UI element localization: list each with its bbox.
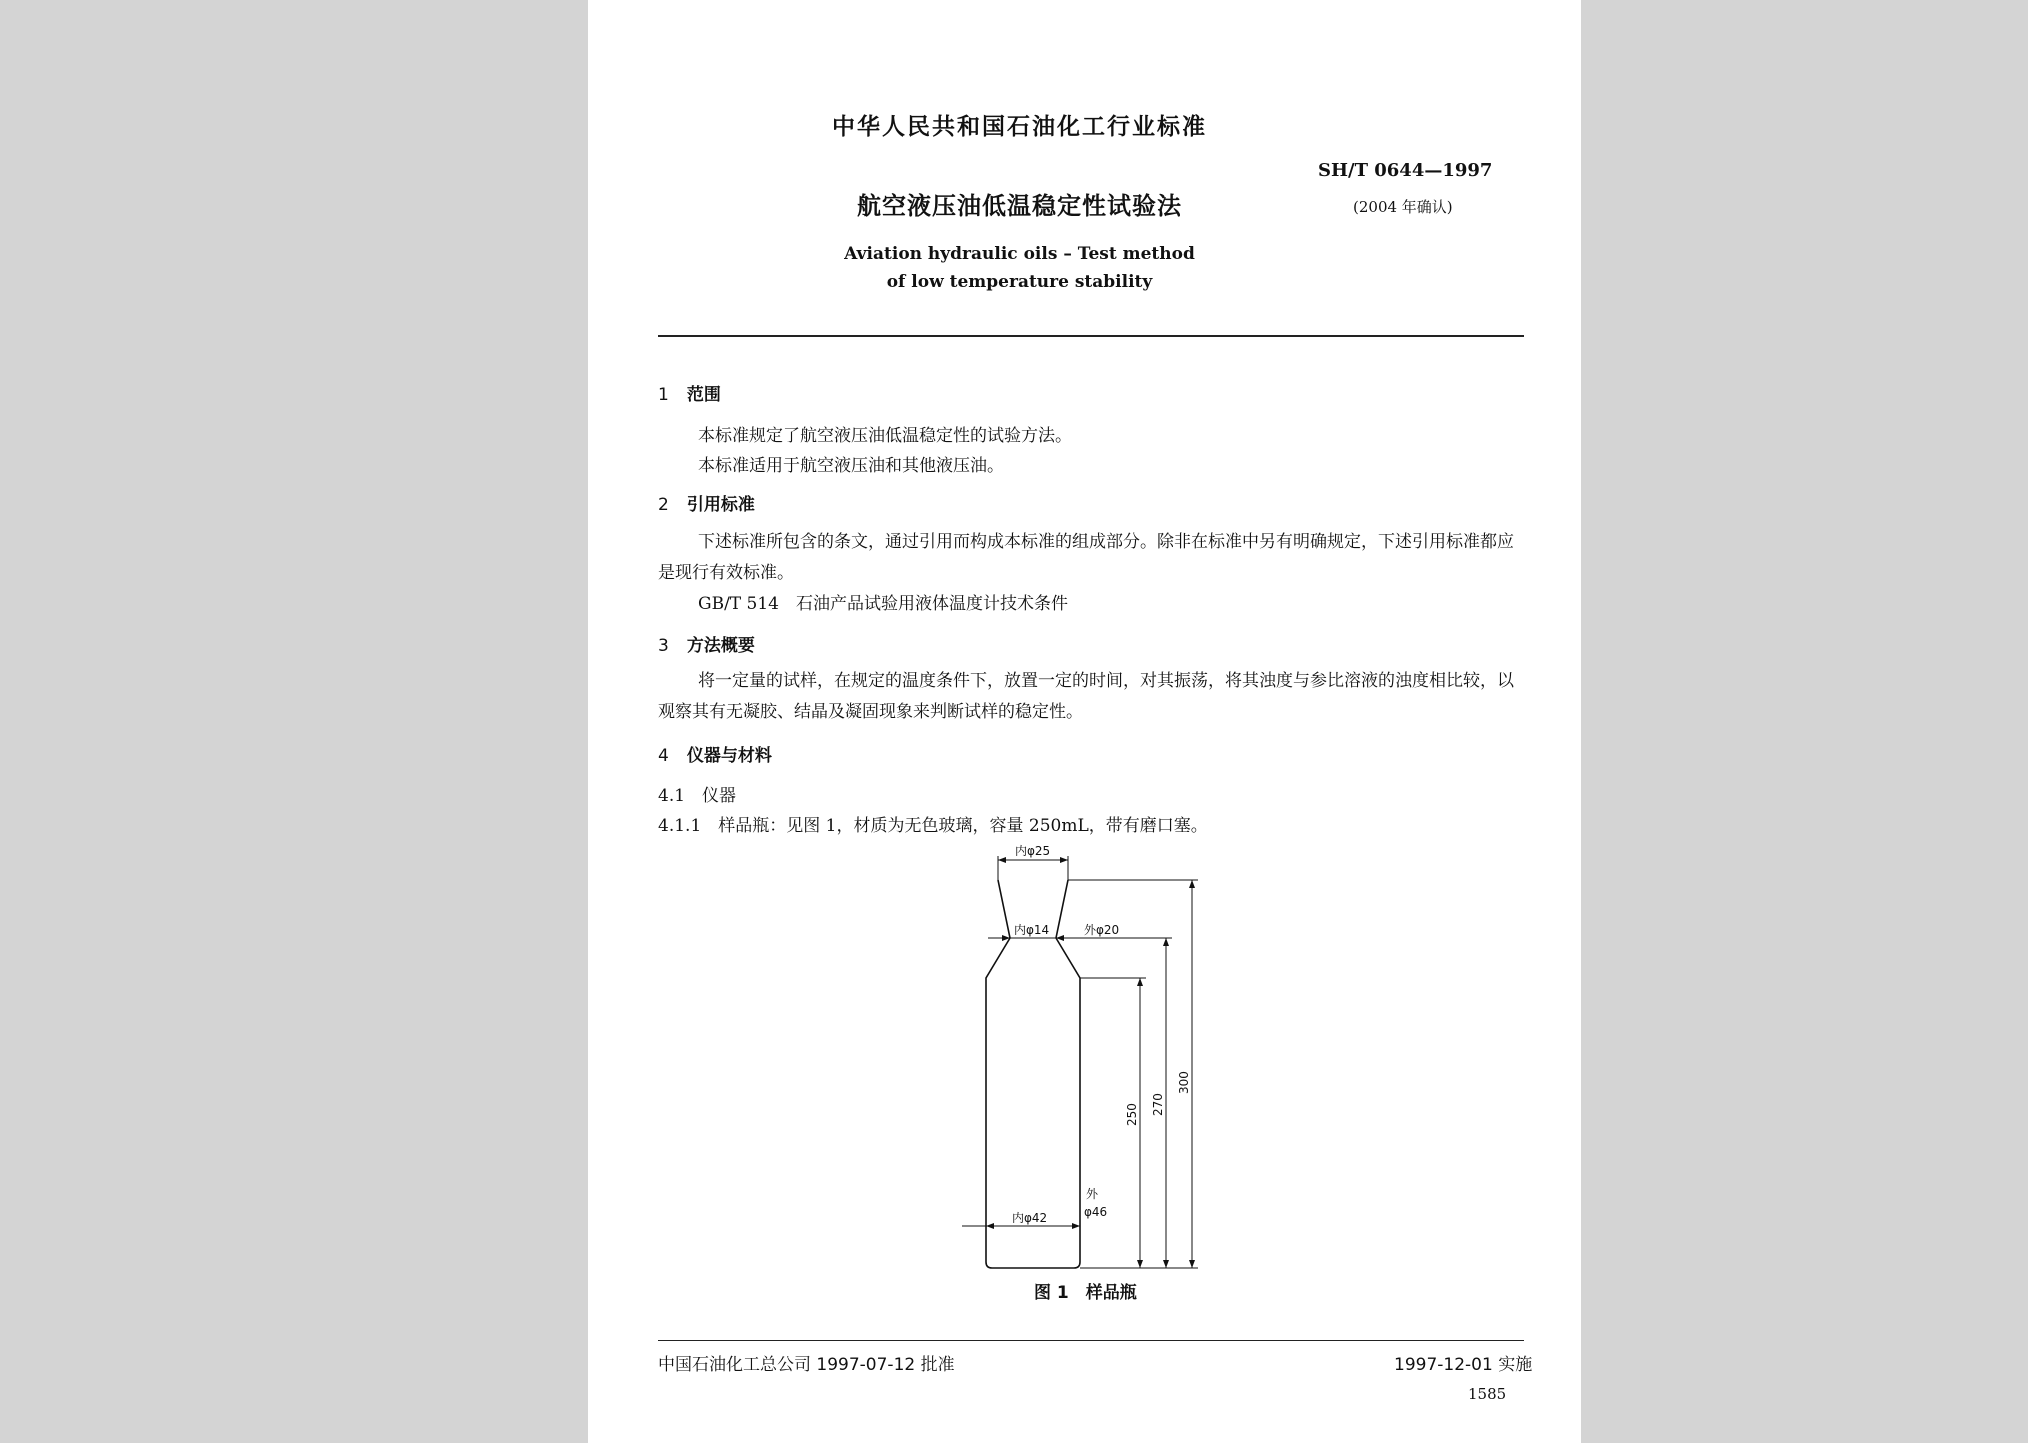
subsection-4-1-1: 4.1.1 样品瓶：见图 1，材质为无色玻璃，容量 250mL，带有磨口塞。 xyxy=(658,816,1208,836)
section-3-title: 方法概要 xyxy=(686,636,755,656)
section-3-heading xyxy=(658,631,755,656)
implementation-date: 1997-12-01 实施 xyxy=(1394,1355,1533,1375)
label-body-outer-1: 外 xyxy=(1086,1187,1099,1201)
label-body-inner: 内φ42 xyxy=(1012,1211,1048,1225)
arrow-h300-bottom xyxy=(1189,1260,1195,1268)
section-1-line-1: 本标准规定了航空液压油低温稳定性的试验方法。 xyxy=(698,426,1072,446)
section-1-title: 范围 xyxy=(686,385,721,405)
subsection-4-1: 4.1 仪器 xyxy=(658,786,737,806)
section-3-paragraph: 将一定量的试样，在规定的温度条件下，放置一定的时间，对其振荡，将其浊度与参比溶液的浊度相比较，以观察其有无凝胶、结晶及凝固现象来判断试样的稳定性。 xyxy=(658,671,1514,722)
section-2-paragraph: 下述标准所包含的条文，通过引用而构成本标准的组成部分。除非在标准中另有明确规定，下述引用标准都应是现行有效标准。 xyxy=(658,532,1514,583)
label-body-outer-2: φ46 xyxy=(1084,1205,1108,1219)
label-neck-outer: 外φ20 xyxy=(1084,923,1120,937)
title-en-line1: Aviation hydraulic oils – Test method xyxy=(844,244,1195,264)
approval-info: 中国石油化工总公司 1997-07-12 批准 xyxy=(658,1355,955,1375)
arrow-body-left xyxy=(986,1223,994,1229)
label-h250: 250 xyxy=(1125,1103,1139,1126)
section-2-title: 引用标准 xyxy=(686,495,755,515)
standard-code: SH/T 0644—1997 xyxy=(1318,160,1493,181)
section-1-line-2: 本标准适用于航空液压油和其他液压油。 xyxy=(698,456,1004,476)
arrow-body-right xyxy=(1072,1223,1080,1229)
section-1-number: 1 xyxy=(658,385,669,405)
section-1-heading xyxy=(658,380,721,405)
document-title-en xyxy=(588,240,1581,296)
section-4-number: 4 xyxy=(658,746,669,766)
document-page xyxy=(588,0,1581,1443)
document-title-cn: 航空液压油低温稳定性试验法 xyxy=(857,192,1182,220)
label-h300: 300 xyxy=(1177,1071,1191,1094)
footer-divider xyxy=(658,1340,1524,1341)
section-2-number: 2 xyxy=(658,495,669,515)
section-2-heading xyxy=(658,490,755,515)
arrow-h250-top xyxy=(1137,978,1143,986)
label-h270: 270 xyxy=(1151,1093,1165,1116)
arrow-h270-top xyxy=(1163,938,1169,946)
label-neck-inner: 内φ14 xyxy=(1014,923,1050,937)
issuing-organization: 中华人民共和国石油化工行业标准 xyxy=(832,114,1207,140)
header-divider xyxy=(658,335,1524,337)
section-2-reference: GB/T 514 石油产品试验用液体温度计技术条件 xyxy=(698,594,1068,614)
section-3-number: 3 xyxy=(658,636,669,656)
arrow-top-left xyxy=(998,857,1006,863)
arrow-h270-bottom xyxy=(1163,1260,1169,1268)
arrow-top-right xyxy=(1060,857,1068,863)
section-4-title: 仪器与材料 xyxy=(686,746,772,766)
figure-caption: 图 1 样品瓶 xyxy=(1034,1283,1137,1303)
label-top-inner: 内φ25 xyxy=(1015,844,1051,858)
sample-bottle-figure xyxy=(958,840,1228,1280)
confirmation-year: (2004 年确认) xyxy=(1353,198,1453,216)
arrow-h300-top xyxy=(1189,880,1195,888)
section-4-heading xyxy=(658,741,772,766)
page-number: 1585 xyxy=(1468,1385,1507,1403)
arrow-h250-bottom xyxy=(1137,1260,1143,1268)
title-en-line2: of low temperature stability xyxy=(886,272,1153,292)
